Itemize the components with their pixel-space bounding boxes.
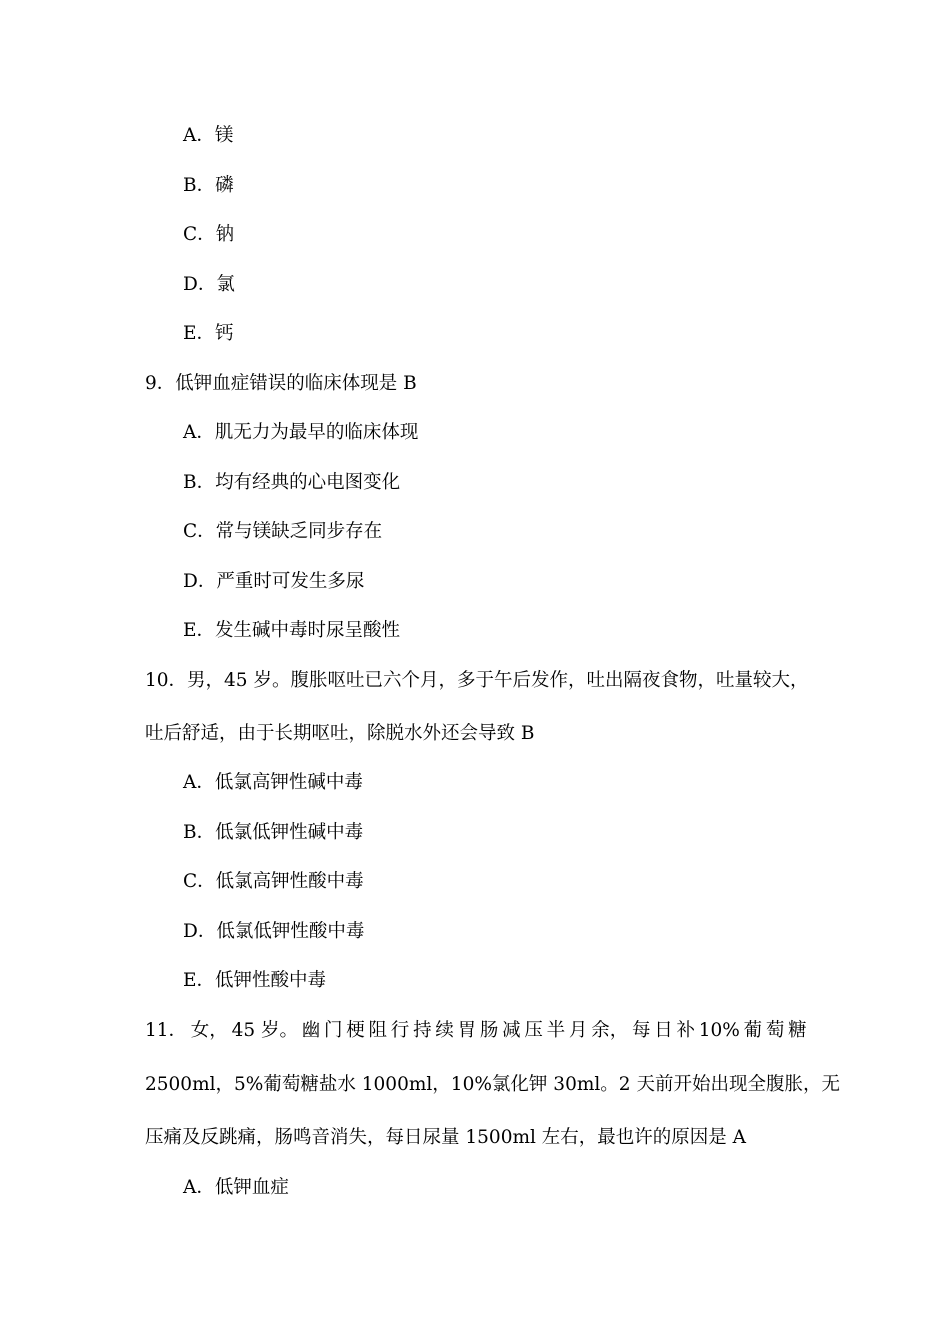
q10-option-d: D．低氯低钾性酸中毒 xyxy=(183,921,365,942)
q10-stem-line2: 吐后舒适，由于长期呕吐，除脱水外还会导致 B xyxy=(145,723,535,744)
q9-option-c: C．常与镁缺乏同步存在 xyxy=(183,521,383,542)
q11-stem-part: 肠 xyxy=(479,1020,499,1041)
q11-stem-part: 11． xyxy=(145,1020,188,1041)
q10-option-e: E．低钾性酸中毒 xyxy=(183,970,327,991)
q8-option-d: D．氯 xyxy=(183,274,235,295)
q8-option-c: C．钠 xyxy=(183,224,235,245)
q11-stem-part: 梗 xyxy=(346,1020,365,1041)
q9-stem: 9．低钾血症错误的临床体现是 B xyxy=(145,373,417,394)
q9-option-e: E．发生碱中毒时尿呈酸性 xyxy=(183,620,401,641)
q9-option-d: D．严重时可发生多尿 xyxy=(183,571,365,592)
q11-stem-part: 45 岁。 xyxy=(231,1020,298,1041)
q11-stem-part: 阻 xyxy=(368,1020,388,1041)
q10-stem-line1: 10．男，45 岁。腹胀呕吐已六个月，多于午后发作，吐出隔夜食物，吐量较大， xyxy=(145,670,809,691)
q11-stem-part: 续 xyxy=(435,1020,454,1041)
q11-stem-part: 半 xyxy=(546,1020,566,1041)
q11-stem-part: 余， xyxy=(591,1020,629,1041)
q8-option-e: E．钙 xyxy=(183,323,234,344)
q11-stem-part: 葡 xyxy=(743,1020,763,1041)
q10-option-a: A．低氯高钾性碱中毒 xyxy=(183,772,363,793)
q11-stem-part: 补 xyxy=(676,1020,695,1041)
q8-option-a: A．镁 xyxy=(183,125,234,146)
q10-option-c: C．低氯高钾性酸中毒 xyxy=(183,871,364,892)
q11-stem-part: 减 xyxy=(502,1020,521,1041)
q11-stem-part: 行 xyxy=(390,1020,410,1041)
q11-stem-part: 萄 xyxy=(765,1020,785,1041)
q11-option-a: A．低钾血症 xyxy=(183,1177,289,1198)
q11-stem-part: 10% xyxy=(698,1020,740,1041)
q11-stem-part: 压 xyxy=(524,1020,543,1041)
q11-stem-part: 女， xyxy=(190,1020,228,1041)
q9-option-a: A．肌无力为最早的临床体现 xyxy=(183,422,419,443)
q8-option-b: B．磷 xyxy=(183,175,234,196)
q10-option-b: B．低氯低钾性碱中毒 xyxy=(183,822,364,843)
q11-stem-part: 月 xyxy=(568,1020,588,1041)
q11-stem-part: 日 xyxy=(654,1020,673,1041)
q11-stem-line2: 2500ml，5%葡萄糖盐水 1000ml，10%氯化钾 30ml。2 天前开始出现全腹胀，无 xyxy=(145,1074,840,1095)
q11-stem-line3: 压痛及反跳痛，肠鸣音消失，每日尿量 1500ml 左右，最也许的原因是 A xyxy=(145,1127,747,1148)
q11-stem-part: 幽 xyxy=(301,1020,321,1041)
q11-stem-line1 xyxy=(145,1020,807,1042)
q11-stem-part: 持 xyxy=(413,1020,432,1041)
q11-stem-part: 胃 xyxy=(457,1020,477,1041)
q11-stem-part: 每 xyxy=(631,1020,651,1041)
q9-option-b: B．均有经典的心电图变化 xyxy=(183,472,401,493)
q11-stem-part: 门 xyxy=(324,1020,343,1041)
q11-stem-part: 糖 xyxy=(788,1020,807,1041)
